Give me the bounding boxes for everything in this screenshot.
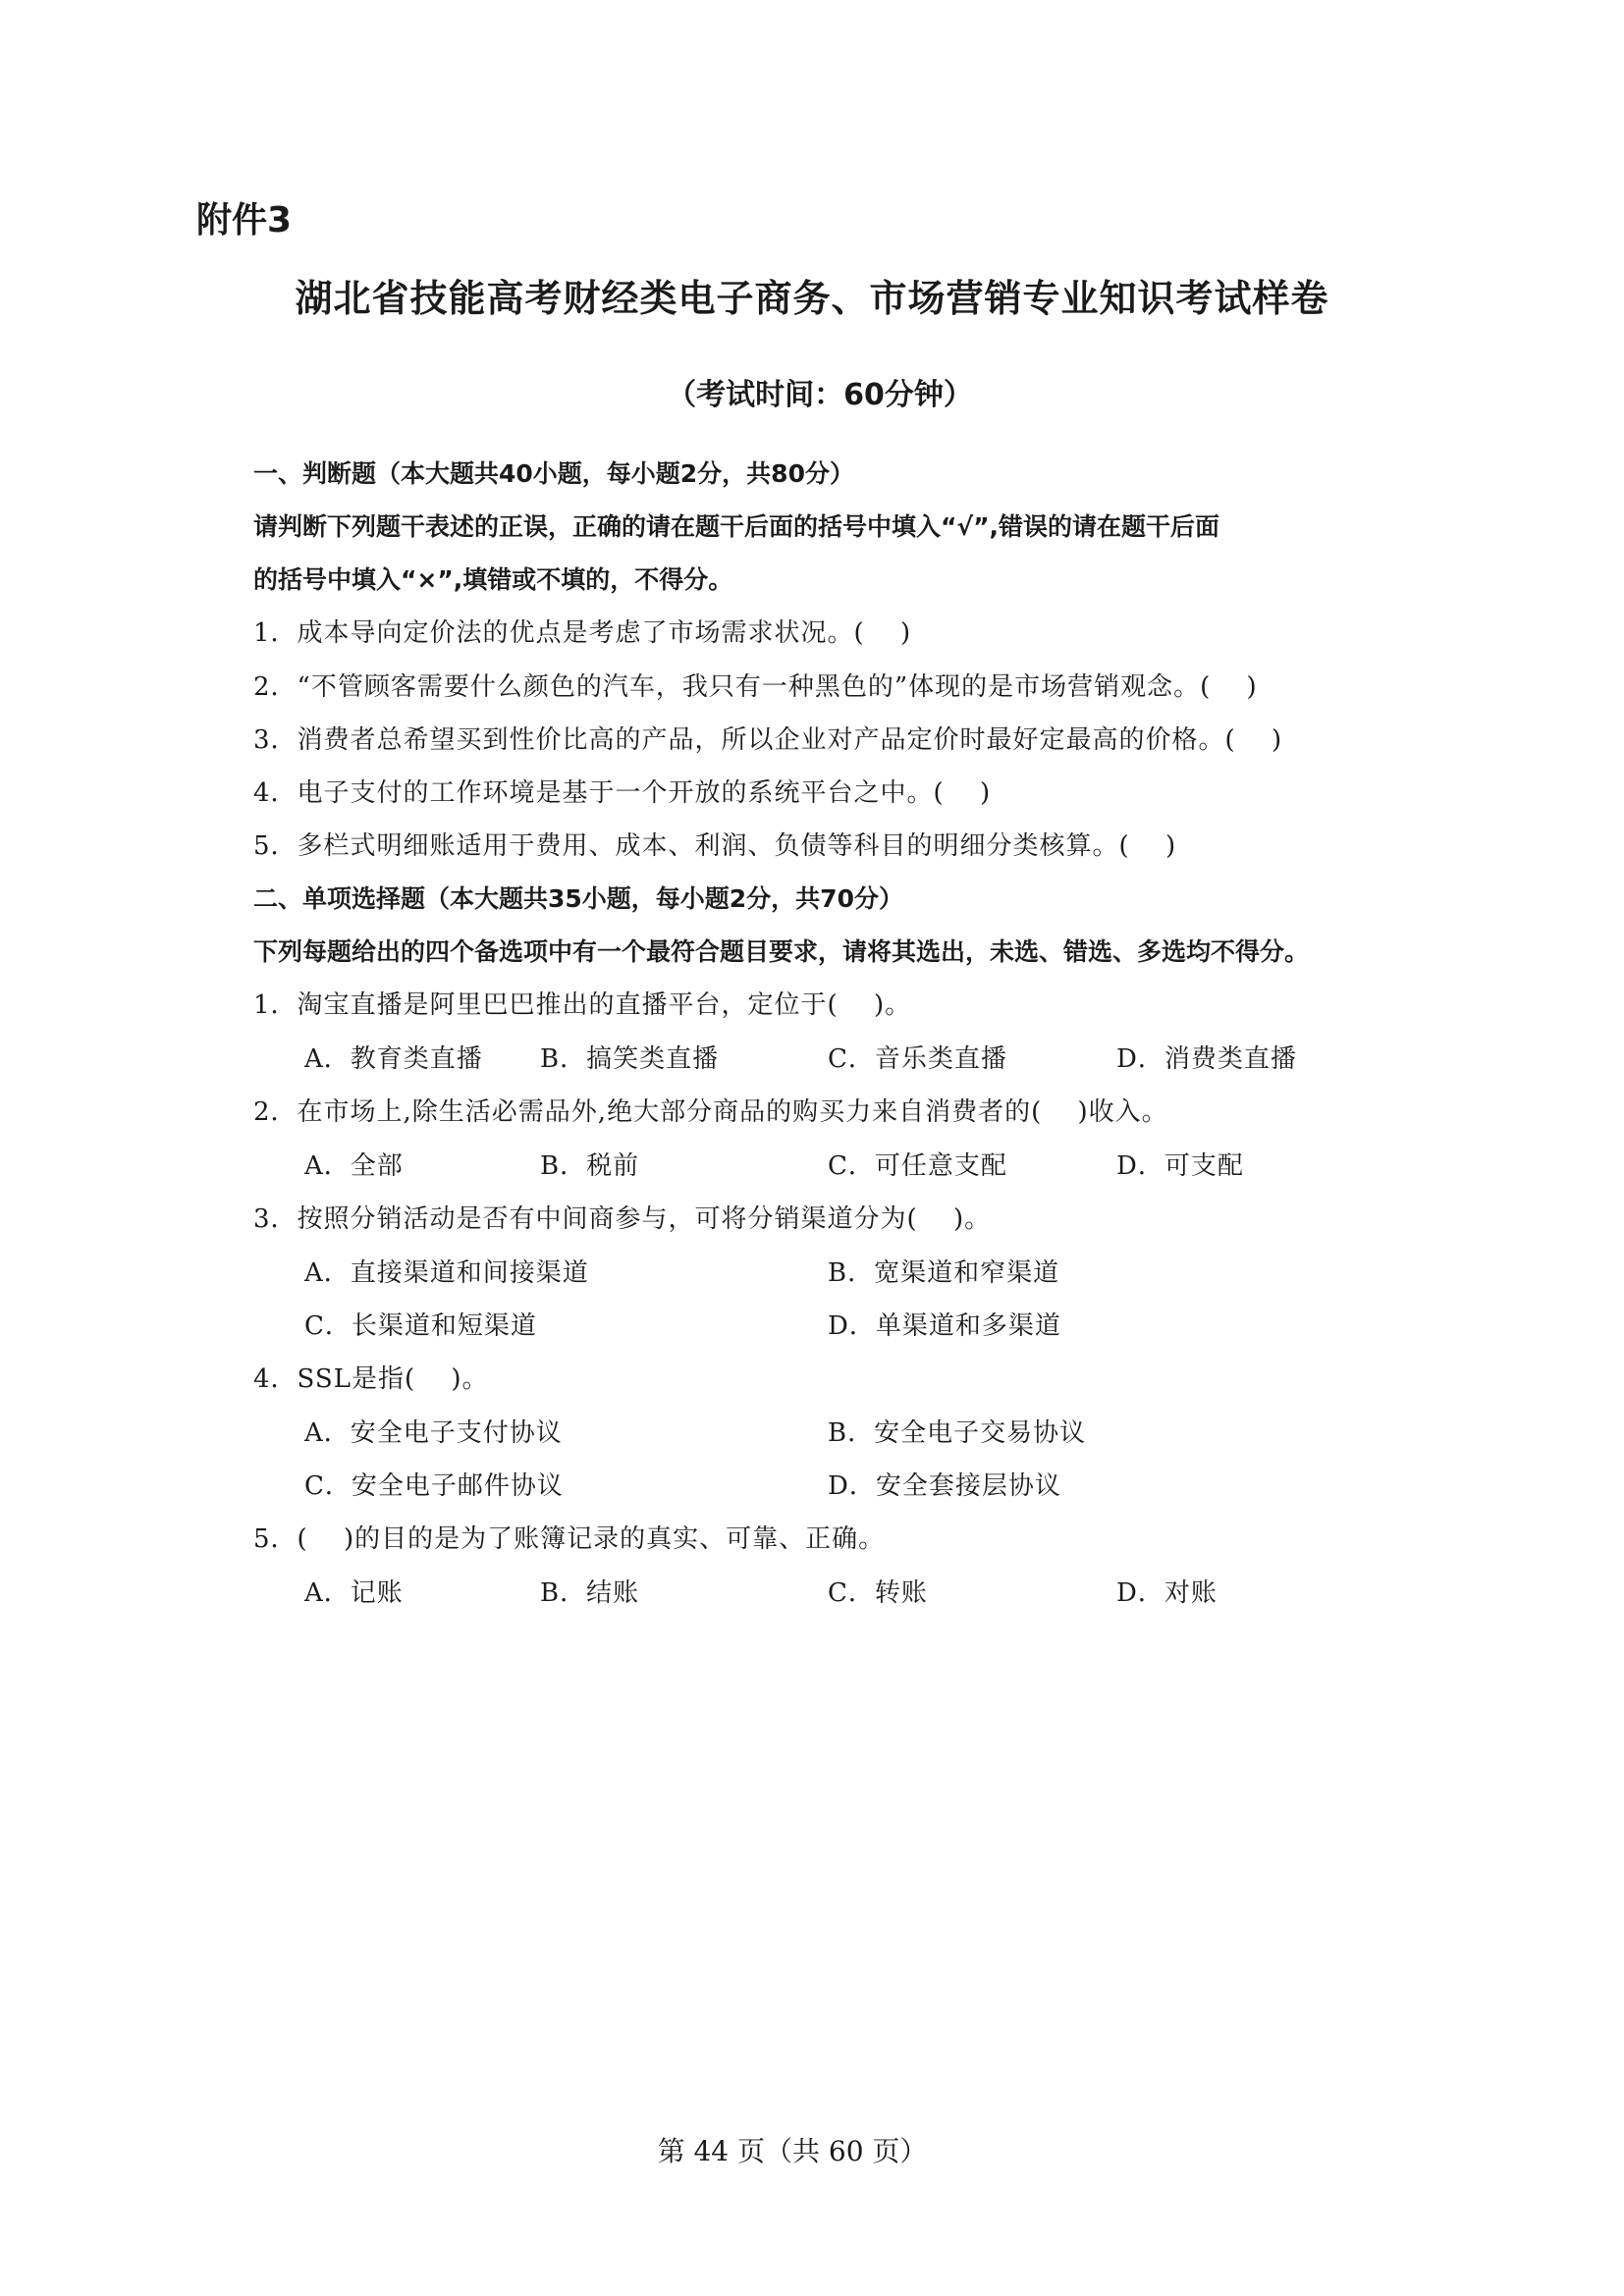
question-item: 1．成本导向定价法的优点是考虑了市场需求状况。( ) (253, 618, 912, 648)
question-item: 3．消费者总希望买到性价比高的产品，所以企业对产品定价时最好定最高的价格。( ) (253, 725, 1283, 755)
section-instruction: 下列每题给出的四个备选项中有一个最符合题目要求，请将其选出，未选、错选、多选均不得分。 (253, 937, 1310, 966)
option-c: C．长渠道和短渠道 (304, 1311, 537, 1341)
option-b: B．税前 (540, 1151, 640, 1181)
option-a: A．直接渠道和间接渠道 (304, 1258, 589, 1288)
question-item: 4．电子支付的工作环境是基于一个开放的系统平台之中。( ) (253, 778, 992, 808)
exam-time: （考试时间：60分钟） (667, 378, 973, 412)
option-c: C．转账 (828, 1578, 928, 1608)
attachment-label: 附件3 (196, 200, 293, 240)
option-c: C．可任意支配 (828, 1151, 1007, 1181)
question-stem: 3．按照分销活动是否有中间商参与，可将分销渠道分为( )。 (253, 1204, 992, 1234)
question-stem: 1．淘宝直播是阿里巴巴推出的直播平台，定位于( )。 (253, 990, 912, 1020)
option-b: B．宽渠道和窄渠道 (828, 1258, 1060, 1288)
option-d: D．对账 (1116, 1578, 1218, 1608)
option-b: B．安全电子交易协议 (828, 1418, 1087, 1448)
question-stem: 4．SSL是指( )。 (253, 1364, 489, 1394)
question-stem: 5．( )的目的是为了账簿记录的真实、可靠、正确。 (253, 1524, 886, 1554)
option-d: D．可支配 (1116, 1151, 1244, 1181)
question-stem: 2．在市场上,除生活必需品外,绝大部分商品的购买力来自消费者的( )收入。 (253, 1097, 1168, 1127)
option-a: A．全部 (304, 1151, 404, 1181)
section-instruction: 的括号中填入“×”,填错或不填的，不得分。 (253, 565, 733, 594)
question-item: 5．多栏式明细账适用于费用、成本、利润、负债等科目的明细分类核算。( ) (253, 831, 1177, 861)
option-d: D．消费类直播 (1116, 1044, 1297, 1074)
option-b: B．搞笑类直播 (540, 1044, 720, 1074)
question-item: 2．“不管顾客需要什么颜色的汽车，我只有一种黑色的”体现的是市场营销观念。( ) (253, 672, 1258, 702)
option-b: B．结账 (540, 1578, 640, 1608)
page-number: 第 44 页（共 60 页） (657, 2135, 928, 2167)
option-c: C．安全电子邮件协议 (304, 1471, 564, 1501)
option-a: A．教育类直播 (304, 1044, 483, 1074)
option-d: D．单渠道和多渠道 (828, 1311, 1061, 1341)
option-a: A．记账 (304, 1578, 404, 1608)
section-heading: 二、单项选择题（本大题共35小题，每小题2分，共70分） (253, 884, 903, 913)
section-instruction: 请判断下列题干表述的正误，正确的请在题干后面的括号中填入“√”,错误的请在题干后面 (253, 512, 1220, 541)
section-heading: 一、判断题（本大题共40小题，每小题2分，共80分） (253, 459, 854, 488)
option-a: A．安全电子支付协议 (304, 1418, 563, 1448)
page-title: 湖北省技能高考财经类电子商务、市场营销专业知识考试样卷 (295, 277, 1329, 320)
option-d: D．安全套接层协议 (828, 1471, 1061, 1501)
option-c: C．音乐类直播 (828, 1044, 1007, 1074)
